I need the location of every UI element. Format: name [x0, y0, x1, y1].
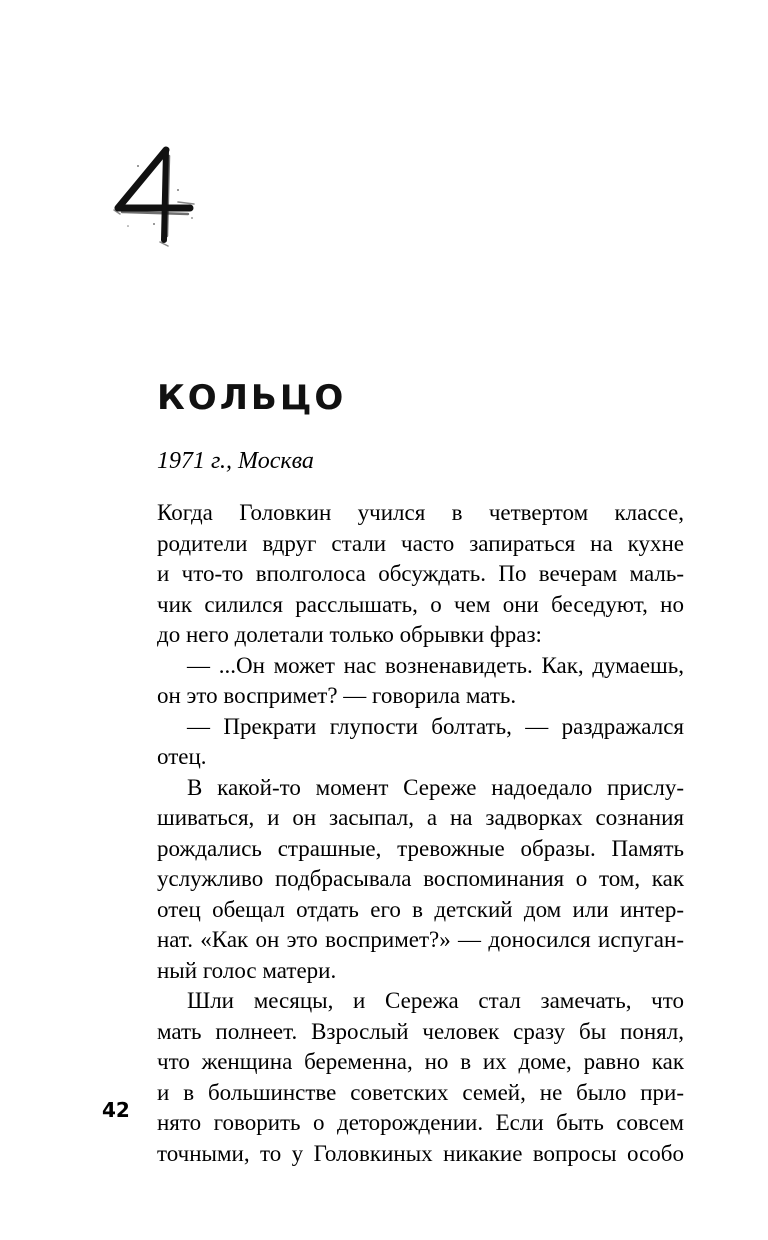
- text-line: до него долетали только обрывки фраз:: [157, 622, 542, 647]
- text-line: нат. «Как он это воспримет?» — доносился испуган-: [157, 927, 684, 952]
- page-number: 42: [102, 1098, 130, 1122]
- text-line: ный голос матери.: [157, 957, 337, 983]
- text-line: — ...Он может нас возненавидеть. Как, думаешь,: [187, 652, 684, 678]
- chapter-title: КОЛЬЦО: [157, 378, 347, 418]
- text-line: услужливо подбрасывала воспоминания о том, как: [157, 866, 684, 891]
- text-line: шиваться, и он засыпал, а на задворках сознания: [157, 805, 684, 830]
- text-line: отец.: [157, 744, 207, 769]
- chapter-dateline: 1971 г., Москва: [157, 448, 314, 474]
- text-line: он это воспримет? — говорила мать.: [157, 683, 517, 708]
- body-text: [157, 498, 684, 1169]
- text-line: мать полнеет. Взрослый человек сразу бы понял,: [157, 1018, 684, 1044]
- text-line: В какой-то момент Сереже надоедало прислу-: [187, 774, 684, 800]
- text-line: — Прекрати глупости болтать, — раздражался: [187, 713, 684, 739]
- text-line: Когда Головкин учился в четвертом классе,: [157, 500, 684, 525]
- text-line: Шли месяцы, и Сережа стал замечать, что: [187, 988, 684, 1013]
- text-line: точными, то у Головкиных никакие вопросы особо: [157, 1140, 684, 1166]
- text-line: и в большинстве советских семей, не было при-: [157, 1079, 684, 1105]
- text-line: нято говорить о деторождении. Если быть совсем: [157, 1110, 684, 1135]
- chapter-number-4-drawing: [108, 138, 200, 248]
- text-line: рождались страшные, тревожные образы. Память: [157, 835, 684, 861]
- text-line: что женщина беременна, но в их доме, равно как: [157, 1049, 684, 1074]
- chapter-number-glyph: [108, 138, 200, 248]
- text-line: чик силился расслышать, о чем они беседуют, но: [157, 591, 684, 617]
- text-line: и что-то вполголоса обсуждать. По вечерам маль-: [157, 561, 684, 586]
- text-line: отец обещал отдать его в детский дом или интер-: [157, 896, 684, 922]
- text-line: родители вдруг стали часто запираться на кухне: [157, 530, 684, 556]
